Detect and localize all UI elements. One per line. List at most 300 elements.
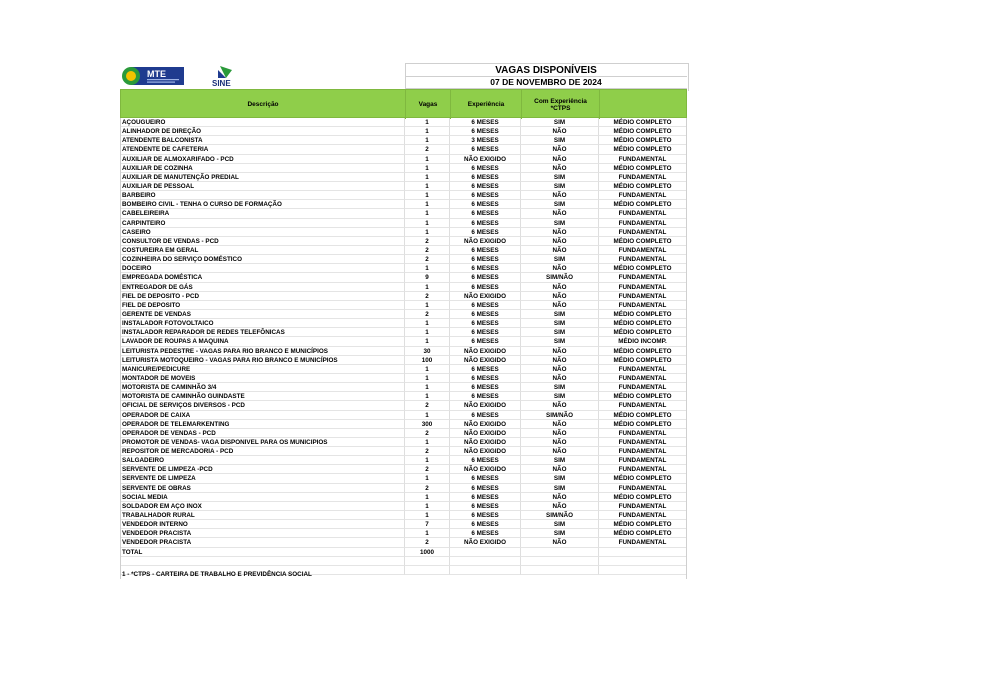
table-row: [120, 319, 687, 328]
cell-experiencia: [450, 566, 521, 575]
cell-com-experiencia: SIM: [521, 200, 599, 209]
cell-escolaridade: FUNDAMENTAL: [599, 438, 687, 447]
header-com-experiencia: Com Experiência *CTPS: [522, 90, 600, 119]
cell-vagas: 1: [405, 438, 450, 447]
cell-experiencia: 6 MESES: [450, 383, 521, 392]
cell-com-experiencia: NÃO: [521, 356, 599, 365]
table-row: [120, 301, 687, 310]
header-descricao: Descrição: [121, 90, 406, 119]
cell-com-experiencia: SIM: [521, 484, 599, 493]
cell-escolaridade: MÉDIO COMPLETO: [599, 310, 687, 319]
cell-escolaridade: MÉDIO COMPLETO: [599, 264, 687, 273]
cell-vagas: 300: [405, 420, 450, 429]
cell-experiencia: 6 MESES: [450, 337, 521, 346]
cell-descricao: OPERADOR DE TELEMARKENTING: [120, 420, 405, 429]
cell-descricao: TOTAL: [120, 548, 405, 557]
cell-com-experiencia: NÃO: [521, 347, 599, 356]
cell-com-experiencia: NÃO: [521, 283, 599, 292]
cell-experiencia: 6 MESES: [450, 474, 521, 483]
table-row: [120, 337, 687, 346]
table-row: [120, 465, 687, 474]
cell-vagas: 1: [405, 209, 450, 218]
cell-experiencia: 6 MESES: [450, 145, 521, 154]
cell-experiencia: 6 MESES: [450, 456, 521, 465]
cell-escolaridade: FUNDAMENTAL: [599, 228, 687, 237]
cell-vagas: 1: [405, 182, 450, 191]
header-experiencia: Experiência: [451, 90, 522, 119]
cell-com-experiencia: SIM: [521, 474, 599, 483]
cell-escolaridade: MÉDIO COMPLETO: [599, 127, 687, 136]
cell-escolaridade: MÉDIO COMPLETO: [599, 182, 687, 191]
cell-escolaridade: MÉDIO COMPLETO: [599, 164, 687, 173]
cell-escolaridade: MÉDIO COMPLETO: [599, 328, 687, 337]
cell-vagas: 1: [405, 264, 450, 273]
cell-com-experiencia: SIM: [521, 319, 599, 328]
cell-vagas: 1: [405, 200, 450, 209]
cell-com-experiencia: NÃO: [521, 438, 599, 447]
cell-vagas: 1: [405, 118, 450, 127]
cell-descricao: SERVENTE DE LIMPEZA: [120, 474, 405, 483]
table-row: [120, 328, 687, 337]
cell-com-experiencia: SIM: [521, 337, 599, 346]
cell-descricao: CONSULTOR DE VENDAS - PCD: [120, 237, 405, 246]
cell-experiencia: 6 MESES: [450, 209, 521, 218]
cell-experiencia: NÃO EXIGIDO: [450, 438, 521, 447]
cell-descricao: CARPINTEIRO: [120, 219, 405, 228]
table-row: [120, 200, 687, 209]
cell-com-experiencia: SIM: [521, 219, 599, 228]
cell-descricao: [120, 557, 405, 566]
table-row: [120, 292, 687, 301]
header-escolaridade: [600, 90, 686, 119]
cell-vagas: 1: [405, 411, 450, 420]
cell-descricao: SERVENTE DE OBRAS: [120, 484, 405, 493]
cell-vagas: 1: [405, 374, 450, 383]
cell-descricao: TRABALHADOR RURAL: [120, 511, 405, 520]
table-row: [120, 411, 687, 420]
cell-com-experiencia: SIM: [521, 182, 599, 191]
cell-vagas: [405, 566, 450, 575]
table-row: [120, 127, 687, 136]
cell-descricao: SOLDADOR EM AÇO INOX: [120, 502, 405, 511]
table-row: [120, 164, 687, 173]
cell-descricao: SERVENTE DE LIMPEZA -PCD: [120, 465, 405, 474]
cell-descricao: INSTALADOR REPARADOR DE REDES TELEFÔNICAS: [120, 328, 405, 337]
cell-vagas: 1: [405, 511, 450, 520]
cell-vagas: 2: [405, 484, 450, 493]
cell-descricao: MONTADOR DE MOVEIS: [120, 374, 405, 383]
cell-vagas: 1: [405, 155, 450, 164]
cell-com-experiencia: SIM: [521, 136, 599, 145]
table-row: [120, 155, 687, 164]
mte-logo-text: MTE: [147, 69, 166, 79]
table-row: [120, 429, 687, 438]
cell-com-experiencia: SIM/NÃO: [521, 411, 599, 420]
cell-vagas: 2: [405, 465, 450, 474]
cell-com-experiencia: NÃO: [521, 246, 599, 255]
cell-descricao: AUXILIAR DE COZINHA: [120, 164, 405, 173]
cell-experiencia: 6 MESES: [450, 511, 521, 520]
cell-vagas: 100: [405, 356, 450, 365]
cell-com-experiencia: SIM: [521, 520, 599, 529]
cell-escolaridade: FUNDAMENTAL: [599, 283, 687, 292]
cell-experiencia: 6 MESES: [450, 200, 521, 209]
cell-com-experiencia: [521, 548, 599, 557]
table-row: [120, 136, 687, 145]
cell-descricao: VENDEDOR PRACISTA: [120, 529, 405, 538]
cell-escolaridade: MÉDIO COMPLETO: [599, 136, 687, 145]
cell-descricao: REPOSITOR DE MERCADORIA - PCD: [120, 447, 405, 456]
cell-descricao: COZINHEIRA DO SERVIÇO DOMÉSTICO: [120, 255, 405, 264]
cell-escolaridade: FUNDAMENTAL: [599, 429, 687, 438]
table-row: [120, 401, 687, 410]
cell-vagas: 1: [405, 392, 450, 401]
cell-descricao: LEITURISTA PEDESTRE - VAGAS PARA RIO BRANCO E MUNICÍPIOS: [120, 347, 405, 356]
cell-com-experiencia: NÃO: [521, 465, 599, 474]
cell-com-experiencia: SIM: [521, 328, 599, 337]
cell-vagas: 1: [405, 365, 450, 374]
cell-com-experiencia: SIM: [521, 118, 599, 127]
cell-experiencia: 6 MESES: [450, 411, 521, 420]
table-row: [120, 511, 687, 520]
cell-com-experiencia: NÃO: [521, 401, 599, 410]
cell-descricao: SALGADEIRO: [120, 456, 405, 465]
cell-escolaridade: FUNDAMENTAL: [599, 301, 687, 310]
cell-vagas: 1: [405, 502, 450, 511]
cell-experiencia: 6 MESES: [450, 493, 521, 502]
table-row: [120, 237, 687, 246]
cell-descricao: MOTORISTA DE CAMINHÃO 3/4: [120, 383, 405, 392]
cell-vagas: 1: [405, 173, 450, 182]
cell-escolaridade: FUNDAMENTAL: [599, 219, 687, 228]
cell-com-experiencia: NÃO: [521, 164, 599, 173]
cell-vagas: [405, 557, 450, 566]
cell-vagas: 2: [405, 447, 450, 456]
cell-escolaridade: FUNDAMENTAL: [599, 209, 687, 218]
table-header: [120, 89, 687, 118]
cell-vagas: 2: [405, 292, 450, 301]
cell-vagas: 30: [405, 347, 450, 356]
cell-escolaridade: FUNDAMENTAL: [599, 273, 687, 282]
cell-com-experiencia: SIM: [521, 529, 599, 538]
cell-com-experiencia: NÃO: [521, 155, 599, 164]
cell-vagas: 1: [405, 337, 450, 346]
cell-descricao: OPERADOR DE CAIXA: [120, 411, 405, 420]
cell-vagas: 1: [405, 283, 450, 292]
cell-descricao: ATENDENTE DE CAFETERIA: [120, 145, 405, 154]
table-row: [120, 173, 687, 182]
cell-descricao: AUXILIAR DE PESSOAL: [120, 182, 405, 191]
cell-experiencia: 6 MESES: [450, 264, 521, 273]
cell-com-experiencia: NÃO: [521, 228, 599, 237]
cell-experiencia: 6 MESES: [450, 374, 521, 383]
table-row: [120, 557, 687, 566]
table-row: [120, 145, 687, 154]
cell-descricao: BARBEIRO: [120, 191, 405, 200]
cell-descricao: PROMOTOR DE VENDAS- VAGA DISPONIVEL PARA OS MUNICIPIOS: [120, 438, 405, 447]
cell-escolaridade: MÉDIO COMPLETO: [599, 493, 687, 502]
cell-vagas: 1: [405, 219, 450, 228]
table-row: [120, 246, 687, 255]
cell-com-experiencia: NÃO: [521, 264, 599, 273]
table-row: [120, 374, 687, 383]
cell-vagas: 2: [405, 429, 450, 438]
cell-experiencia: NÃO EXIGIDO: [450, 401, 521, 410]
cell-vagas: 1: [405, 328, 450, 337]
cell-escolaridade: FUNDAMENTAL: [599, 465, 687, 474]
cell-experiencia: NÃO EXIGIDO: [450, 155, 521, 164]
cell-experiencia: 6 MESES: [450, 164, 521, 173]
cell-descricao: VENDEDOR INTERNO: [120, 520, 405, 529]
table-row: [120, 310, 687, 319]
table-row: [120, 502, 687, 511]
cell-vagas: 2: [405, 401, 450, 410]
table-row: [120, 474, 687, 483]
mte-logo: [121, 66, 185, 86]
cell-escolaridade: FUNDAMENTAL: [599, 246, 687, 255]
cell-escolaridade: FUNDAMENTAL: [599, 191, 687, 200]
cell-descricao: ENTREGADOR DE GÁS: [120, 283, 405, 292]
cell-escolaridade: MÉDIO COMPLETO: [599, 200, 687, 209]
cell-com-experiencia: NÃO: [521, 237, 599, 246]
cell-com-experiencia: [521, 566, 599, 575]
cell-experiencia: NÃO EXIGIDO: [450, 465, 521, 474]
cell-escolaridade: [599, 548, 687, 557]
table-row: [120, 228, 687, 237]
cell-escolaridade: FUNDAMENTAL: [599, 538, 687, 547]
cell-experiencia: NÃO EXIGIDO: [450, 347, 521, 356]
cell-escolaridade: MÉDIO COMPLETO: [599, 347, 687, 356]
cell-descricao: AÇOUGUEIRO: [120, 118, 405, 127]
cell-vagas: 2: [405, 255, 450, 264]
cell-escolaridade: [599, 566, 687, 575]
cell-descricao: ATENDENTE BALCONISTA: [120, 136, 405, 145]
cell-experiencia: 6 MESES: [450, 283, 521, 292]
table-row: [120, 520, 687, 529]
table-row: [120, 182, 687, 191]
cell-vagas: 2: [405, 145, 450, 154]
cell-escolaridade: MÉDIO COMPLETO: [599, 411, 687, 420]
cell-com-experiencia: NÃO: [521, 374, 599, 383]
table-row: [120, 538, 687, 547]
cell-com-experiencia: SIM/NÃO: [521, 273, 599, 282]
cell-escolaridade: MÉDIO COMPLETO: [599, 356, 687, 365]
cell-descricao: OPERADOR DE VENDAS - PCD: [120, 429, 405, 438]
footnote: 1 - *CTPS - CARTEIRA DE TRABALHO E PREVIDÊNCIA SOCIAL: [122, 571, 312, 578]
cell-vagas: 2: [405, 237, 450, 246]
cell-com-experiencia: SIM: [521, 255, 599, 264]
table-row: [120, 356, 687, 365]
table-row: [120, 447, 687, 456]
table-row: [120, 209, 687, 218]
table-row: [120, 456, 687, 465]
cell-experiencia: 6 MESES: [450, 182, 521, 191]
cell-escolaridade: FUNDAMENTAL: [599, 511, 687, 520]
cell-vagas: 1: [405, 191, 450, 200]
table-row: [120, 283, 687, 292]
cell-com-experiencia: NÃO: [521, 538, 599, 547]
cell-escolaridade: MÉDIO COMPLETO: [599, 319, 687, 328]
cell-experiencia: [450, 548, 521, 557]
cell-descricao: AUXILIAR DE MANUTENÇÃO PREDIAL: [120, 173, 405, 182]
cell-escolaridade: [599, 557, 687, 566]
cell-vagas: 2: [405, 246, 450, 255]
cell-escolaridade: FUNDAMENTAL: [599, 456, 687, 465]
cell-escolaridade: MÉDIO COMPLETO: [599, 529, 687, 538]
cell-descricao: GERENTE DE VENDAS: [120, 310, 405, 319]
cell-vagas: 1: [405, 456, 450, 465]
cell-vagas: 1000: [405, 548, 450, 557]
cell-experiencia: 6 MESES: [450, 127, 521, 136]
cell-experiencia: NÃO EXIGIDO: [450, 237, 521, 246]
table-row: [120, 347, 687, 356]
cell-com-experiencia: NÃO: [521, 191, 599, 200]
cell-experiencia: 6 MESES: [450, 365, 521, 374]
cell-vagas: 1: [405, 301, 450, 310]
cell-com-experiencia: NÃO: [521, 493, 599, 502]
cell-experiencia: 6 MESES: [450, 484, 521, 493]
cell-vagas: 1: [405, 136, 450, 145]
cell-experiencia: 6 MESES: [450, 529, 521, 538]
cell-vagas: 9: [405, 273, 450, 282]
cell-experiencia: 6 MESES: [450, 520, 521, 529]
cell-escolaridade: MÉDIO COMPLETO: [599, 118, 687, 127]
cell-descricao: VENDEDOR PRACISTA: [120, 538, 405, 547]
cell-experiencia: 6 MESES: [450, 191, 521, 200]
cell-descricao: INSTALADOR FOTOVOLTAICO: [120, 319, 405, 328]
cell-com-experiencia: NÃO: [521, 447, 599, 456]
cell-escolaridade: FUNDAMENTAL: [599, 374, 687, 383]
table-row: [120, 484, 687, 493]
table-row: [120, 273, 687, 282]
cell-com-experiencia: SIM/NÃO: [521, 511, 599, 520]
cell-vagas: 1: [405, 474, 450, 483]
cell-com-experiencia: NÃO: [521, 301, 599, 310]
cell-vagas: 2: [405, 538, 450, 547]
cell-escolaridade: FUNDAMENTAL: [599, 155, 687, 164]
cell-descricao: MANICURE/PEDICURE: [120, 365, 405, 374]
cell-com-experiencia: NÃO: [521, 209, 599, 218]
cell-escolaridade: MÉDIO COMPLETO: [599, 474, 687, 483]
cell-com-experiencia: SIM: [521, 383, 599, 392]
cell-escolaridade: MÉDIO COMPLETO: [599, 237, 687, 246]
cell-experiencia: NÃO EXIGIDO: [450, 420, 521, 429]
cell-descricao: MOTORISTA DE CAMINHÃO GUINDASTE: [120, 392, 405, 401]
cell-escolaridade: MÉDIO COMPLETO: [599, 520, 687, 529]
table-row: [120, 255, 687, 264]
cell-experiencia: 6 MESES: [450, 246, 521, 255]
table-row: [120, 219, 687, 228]
cell-escolaridade: FUNDAMENTAL: [599, 255, 687, 264]
cell-experiencia: 6 MESES: [450, 310, 521, 319]
cell-vagas: 1: [405, 319, 450, 328]
cell-vagas: 1: [405, 383, 450, 392]
cell-experiencia: 6 MESES: [450, 328, 521, 337]
cell-descricao: FIEL DE DEPOSITO - PCD: [120, 292, 405, 301]
cell-escolaridade: FUNDAMENTAL: [599, 447, 687, 456]
cell-com-experiencia: NÃO: [521, 502, 599, 511]
table-row: [120, 191, 687, 200]
table-row: [120, 392, 687, 401]
cell-experiencia: 6 MESES: [450, 118, 521, 127]
cell-descricao: LEITURISTA MOTOQUEIRO - VAGAS PARA RIO BRANCO E MUNICÍPIOS: [120, 356, 405, 365]
table-row: [120, 365, 687, 374]
report-date: 07 DE NOVEMBRO DE 2024: [490, 77, 602, 87]
sine-logo-text: SINE: [212, 79, 231, 88]
cell-descricao: LAVADOR DE ROUPAS A MAQUINA: [120, 337, 405, 346]
header-vagas: Vagas: [406, 90, 451, 119]
cell-experiencia: 6 MESES: [450, 228, 521, 237]
table-row: [120, 493, 687, 502]
cell-vagas: 1: [405, 529, 450, 538]
cell-com-experiencia: SIM: [521, 310, 599, 319]
cell-vagas: 1: [405, 228, 450, 237]
cell-descricao: AUXILIAR DE ALMOXARIFADO - PCD: [120, 155, 405, 164]
cell-descricao: EMPREGADA DOMÉSTICA: [120, 273, 405, 282]
cell-experiencia: 6 MESES: [450, 173, 521, 182]
cell-vagas: 1: [405, 127, 450, 136]
cell-descricao: SOCIAL MEDIA: [120, 493, 405, 502]
cell-escolaridade: MÉDIO COMPLETO: [599, 420, 687, 429]
cell-descricao: DOCEIRO: [120, 264, 405, 273]
table-row: [120, 264, 687, 273]
cell-com-experiencia: SIM: [521, 456, 599, 465]
cell-vagas: 7: [405, 520, 450, 529]
table-row: [120, 438, 687, 447]
cell-experiencia: 6 MESES: [450, 392, 521, 401]
cell-experiencia: 6 MESES: [450, 273, 521, 282]
cell-vagas: 2: [405, 310, 450, 319]
cell-descricao: CABELEIREIRA: [120, 209, 405, 218]
cell-com-experiencia: NÃO: [521, 127, 599, 136]
cell-com-experiencia: [521, 557, 599, 566]
cell-experiencia: NÃO EXIGIDO: [450, 538, 521, 547]
cell-experiencia: 6 MESES: [450, 319, 521, 328]
cell-experiencia: NÃO EXIGIDO: [450, 447, 521, 456]
cell-descricao: FIEL DE DEPOSITO: [120, 301, 405, 310]
cell-escolaridade: MÉDIO COMPLETO: [599, 392, 687, 401]
table-row: [120, 548, 687, 557]
cell-experiencia: NÃO EXIGIDO: [450, 356, 521, 365]
cell-escolaridade: MÉDIO INCOMP.: [599, 337, 687, 346]
cell-experiencia: 6 MESES: [450, 502, 521, 511]
cell-descricao: BOMBEIRO CIVIL - TENHA O CURSO DE FORMAÇÃO: [120, 200, 405, 209]
table-row: [120, 383, 687, 392]
vacancies-table: [120, 118, 687, 575]
cell-com-experiencia: SIM: [521, 173, 599, 182]
cell-experiencia: 6 MESES: [450, 219, 521, 228]
cell-descricao: ALINHADOR DE DIREÇÃO: [120, 127, 405, 136]
cell-escolaridade: FUNDAMENTAL: [599, 484, 687, 493]
cell-descricao: CASEIRO: [120, 228, 405, 237]
cell-vagas: 1: [405, 164, 450, 173]
cell-com-experiencia: NÃO: [521, 365, 599, 374]
table-row: [120, 118, 687, 127]
cell-experiencia: 6 MESES: [450, 301, 521, 310]
cell-descricao: OFICIAL DE SERVIÇOS DIVERSOS - PCD: [120, 401, 405, 410]
page-title: VAGAS DISPONÍVEIS: [495, 65, 597, 76]
cell-com-experiencia: NÃO: [521, 429, 599, 438]
cell-experiencia: 3 MESES: [450, 136, 521, 145]
cell-escolaridade: FUNDAMENTAL: [599, 502, 687, 511]
cell-experiencia: [450, 557, 521, 566]
cell-escolaridade: FUNDAMENTAL: [599, 383, 687, 392]
cell-escolaridade: FUNDAMENTAL: [599, 365, 687, 374]
cell-vagas: 1: [405, 493, 450, 502]
cell-com-experiencia: NÃO: [521, 420, 599, 429]
cell-experiencia: NÃO EXIGIDO: [450, 429, 521, 438]
table-row: [120, 529, 687, 538]
